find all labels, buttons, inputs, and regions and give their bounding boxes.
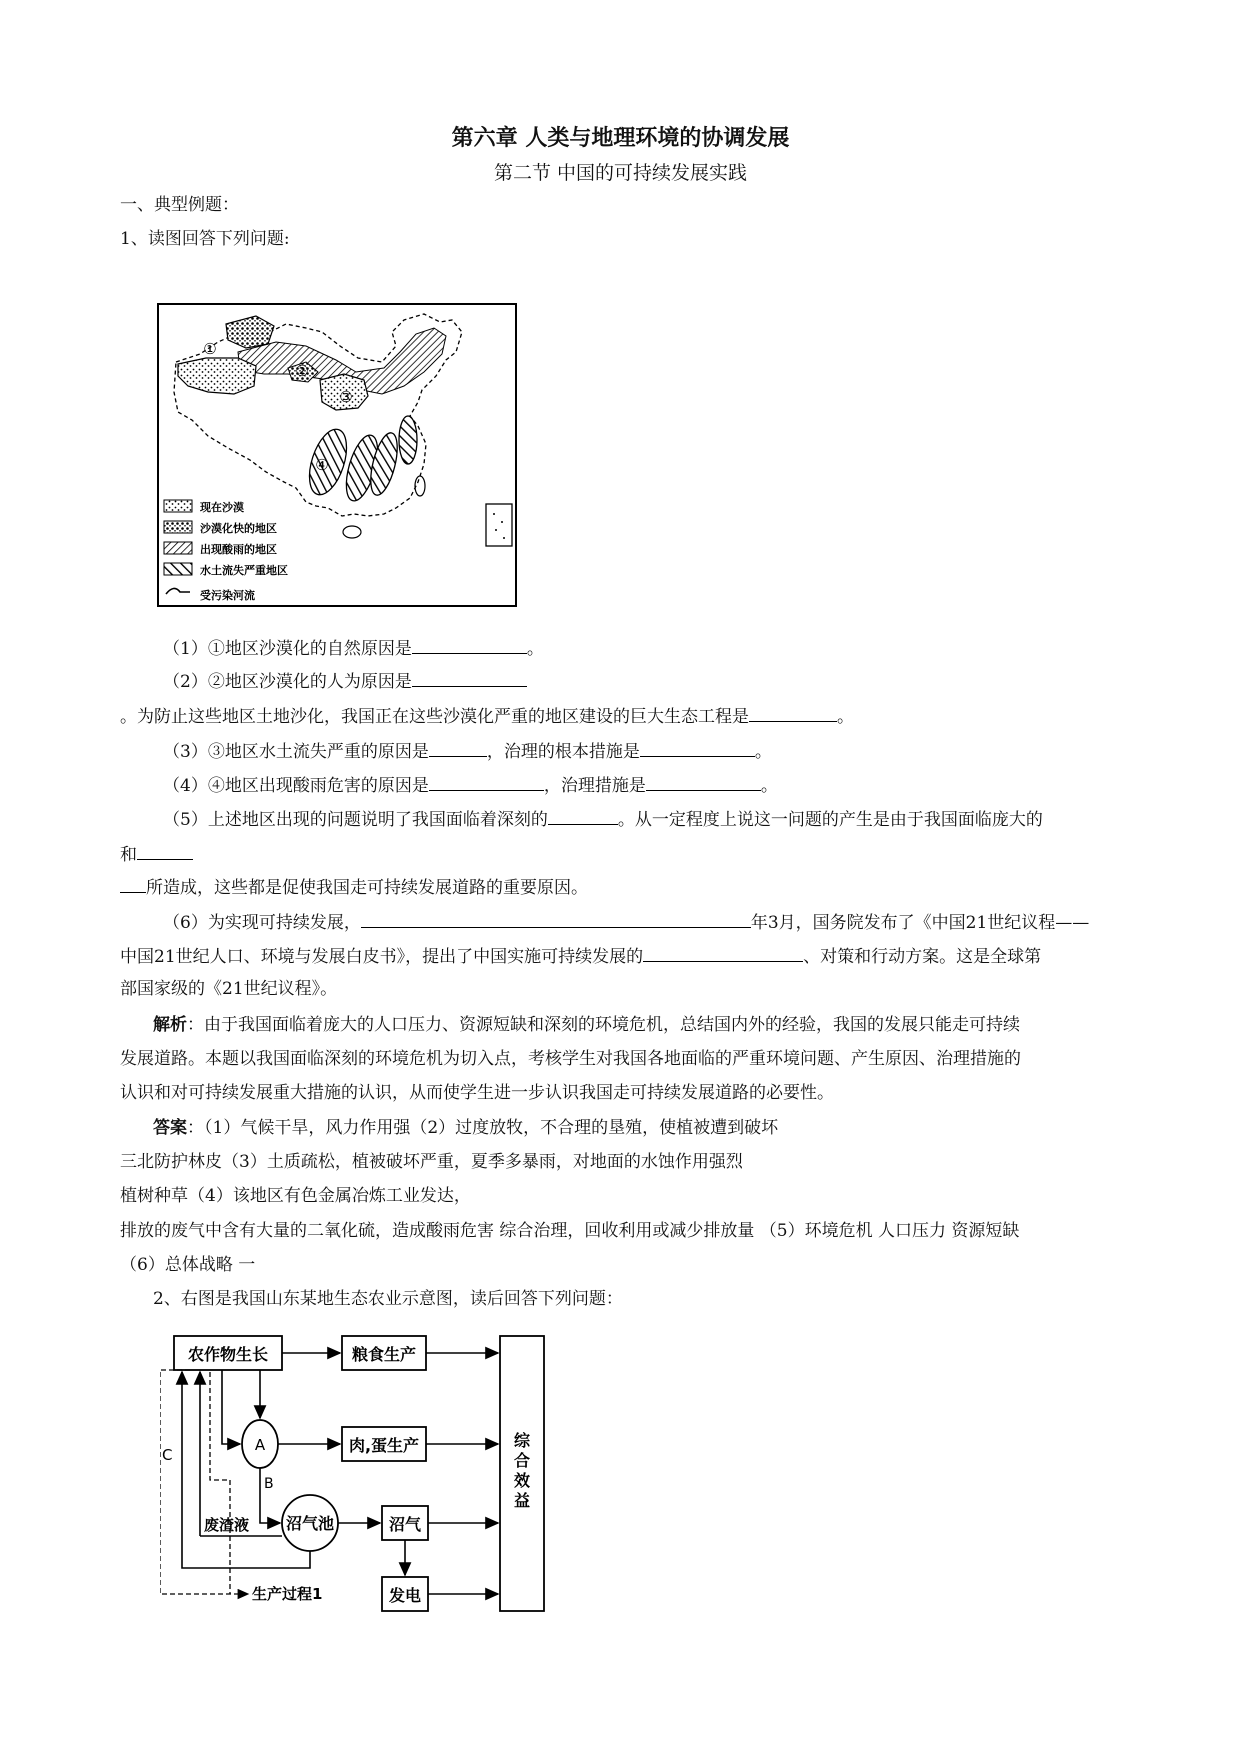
label-b: B — [264, 1476, 274, 1492]
q1-part1: （1）①地区沙漠化的自然原因是 。 — [163, 639, 544, 659]
answer-line-3: 植树种草（4）该地区有色金属冶炼工业发达， — [120, 1186, 471, 1206]
legend-label-erosion: 水土流失严重地区 — [200, 564, 288, 577]
q1-part2-cont: 。为防止这些地区土地沙化，我国正在这些沙漠化严重的地区建设的巨大生态工程是 。 — [120, 707, 854, 727]
analysis-line-3: 认识和对可持续发展重大措施的认识，从而使学生进一步认识我国走可持续发展道路的必要性。 — [120, 1083, 834, 1103]
china-environment-map — [156, 302, 518, 608]
answer-blank — [137, 843, 193, 860]
answer-blank — [429, 774, 544, 791]
q1-part2: （2）②地区沙漠化的人为原因是 — [163, 670, 527, 693]
answer-blank — [548, 808, 618, 825]
legend-label-polluted-river: 受污染河流 — [200, 589, 255, 602]
south-china-sea-inset — [486, 504, 512, 546]
legend-label-fast-desertification: 沙漠化快的地区 — [200, 522, 277, 535]
label-biogas-pool: 沼气池 — [285, 1514, 335, 1533]
answer-line-1: 答案：（1）气候干旱，风力作用强（2）过度放牧，不合理的垦殖，使植被遭到破坏 — [153, 1118, 779, 1138]
label-waste: 废渣液 — [204, 1516, 250, 1534]
q1-part4: （4）④地区出现酸雨危害的原因是 ，治理措施是 。 — [163, 776, 778, 796]
q1-part5-line3: 所造成，这些都是促使我国走可持续发展道路的重要原因。 — [120, 876, 588, 899]
answer-blank — [412, 670, 527, 687]
label-grain: 粮食生产 — [351, 1345, 417, 1364]
analysis-line-1: 解析：由于我国面临着庞大的人口压力、资源短缺和深刻的环境危机，总结国内外的经验，我国的发展只能走可持续 — [153, 1015, 1020, 1035]
label-production-process: 生产过程1 — [252, 1585, 323, 1603]
analysis-label: 解析 — [153, 1015, 187, 1035]
page-subtitle: 第二节 中国的可持续发展实践 — [493, 162, 748, 184]
answer-line-5: （6）总体战略 一 — [120, 1255, 256, 1275]
q1-part6: （6）为实现可持续发展， 年3月，国务院发布了《中国21世纪议程—— — [163, 913, 1090, 933]
analysis-line-2: 发展道路。本题以我国面临深刻的环境危机为切入点，考核学生对我国各地面临的严重环境问题、产生原因、治理措施的 — [120, 1049, 1021, 1069]
q1-part5-line2: 和 — [120, 843, 193, 866]
label-biogas: 沼气 — [388, 1515, 422, 1534]
q1-part6-line3: 部国家级的《21世纪议程》。 — [120, 979, 338, 999]
label-meat-egg: 肉,蛋生产 — [348, 1436, 420, 1455]
q1-part3: （3）③地区水土流失严重的原因是 ，治理的根本措施是 。 — [163, 742, 772, 762]
question-1-stem: 1、读图回答下列问题: — [120, 229, 290, 249]
answer-blank — [429, 740, 487, 757]
label-power: 发电 — [388, 1586, 422, 1605]
answer-blank — [643, 945, 803, 962]
q1-part6-line2: 中国21世纪人口、环境与发展白皮书》，提出了中国实施可持续发展的 、对策和行动方案。这是全球第 — [120, 947, 1042, 967]
marker-2: ② — [295, 362, 309, 380]
answer-blank — [412, 637, 527, 654]
marker-4: ④ — [315, 456, 329, 474]
label-crop-growth: 农作物生长 — [187, 1345, 269, 1364]
answer-blank — [646, 774, 761, 791]
answer-line-4: 排放的废气中含有大量的二氧化硫，造成酸雨危害 综合治理，回收利用或减少排放量 （5）环境危机 人口压力 资源短缺 — [120, 1221, 1020, 1241]
answer-blank — [361, 911, 751, 928]
section-heading: 一、典型例题： — [120, 195, 239, 215]
label-benefit-4: 益 — [513, 1491, 531, 1510]
legend-label-acid-rain: 出现酸雨的地区 — [200, 543, 277, 556]
answer-blank — [640, 740, 755, 757]
answer-line-2: 三北防护林皮（3）土质疏松，植被破坏严重，夏季多暴雨，对地面的水蚀作用强烈 — [120, 1152, 743, 1172]
marker-1: ① — [203, 340, 217, 358]
q1-part5: （5）上述地区出现的问题说明了我国面临着深刻的 。从一定程度上说这一问题的产生是由于我国面临庞大的 — [163, 810, 1043, 830]
answer-blank — [749, 705, 837, 722]
page-title: 第六章 人类与地理环境的协调发展 — [451, 125, 790, 151]
marker-3: ③ — [339, 388, 353, 406]
label-benefit-1: 综 — [513, 1431, 531, 1450]
answer-blank — [120, 876, 146, 893]
question-2-stem: 2、右图是我国山东某地生态农业示意图，读后回答下列问题： — [153, 1289, 623, 1309]
region-erosion-c — [399, 416, 417, 464]
legend-label-desert: 现在沙漠 — [200, 501, 244, 514]
label-benefit-3: 效 — [513, 1471, 531, 1490]
answer-label: 答案 — [153, 1118, 187, 1138]
label-c: C — [162, 1446, 173, 1464]
label-a: A — [254, 1436, 266, 1454]
label-benefit-2: 合 — [513, 1451, 531, 1470]
eco-agriculture-diagram — [160, 1330, 550, 1640]
